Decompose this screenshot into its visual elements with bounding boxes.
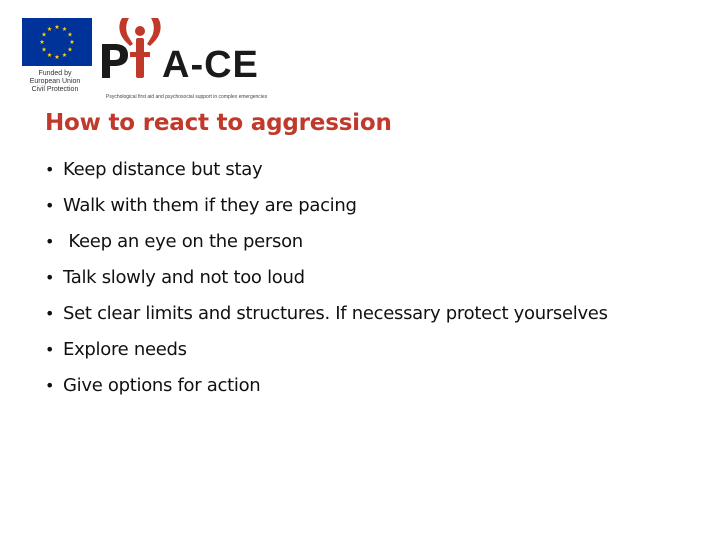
pyace-logo-mark bbox=[100, 14, 278, 80]
pyace-wordmark: A-CE bbox=[162, 44, 259, 80]
bullet-item bbox=[45, 368, 705, 404]
slide-title: How to react to aggression bbox=[45, 110, 392, 136]
bullet-text: Give options for action bbox=[63, 375, 261, 396]
bullet-dot-icon: • bbox=[45, 340, 55, 359]
bullet-item bbox=[45, 296, 705, 332]
eu-flag-icon bbox=[22, 18, 92, 66]
bullet-text: Explore needs bbox=[63, 339, 187, 360]
bullet-dot-icon: • bbox=[45, 196, 55, 215]
eu-logo-caption: Funded by European Union Civil Protection bbox=[29, 70, 81, 93]
bullet-item bbox=[45, 332, 705, 368]
eu-logo bbox=[22, 18, 94, 94]
bullet-item bbox=[45, 260, 705, 296]
bullet-dot-icon: • bbox=[45, 376, 55, 395]
bullet-item bbox=[45, 152, 705, 188]
pyace-tagline: Psychological first aid and psychosocial support in complex emergencies bbox=[106, 94, 268, 100]
bullet-text: Walk with them if they are pacing bbox=[63, 195, 357, 216]
bullet-dot-icon: • bbox=[45, 304, 55, 323]
bullet-text: Keep an eye on the person bbox=[63, 231, 303, 252]
bullet-dot-icon: • bbox=[45, 160, 55, 179]
bullet-dot-icon: • bbox=[45, 268, 55, 287]
pyace-logo bbox=[100, 14, 278, 100]
bullet-text: Keep distance but stay bbox=[63, 159, 263, 180]
bullet-list bbox=[45, 152, 705, 404]
bullet-text: Talk slowly and not too loud bbox=[63, 267, 305, 288]
bullet-dot-icon: • bbox=[45, 232, 55, 251]
bullet-item bbox=[45, 224, 705, 260]
bullet-item bbox=[45, 188, 705, 224]
bullet-text: Set clear limits and structures. If necessary protect yourselves bbox=[63, 303, 608, 324]
